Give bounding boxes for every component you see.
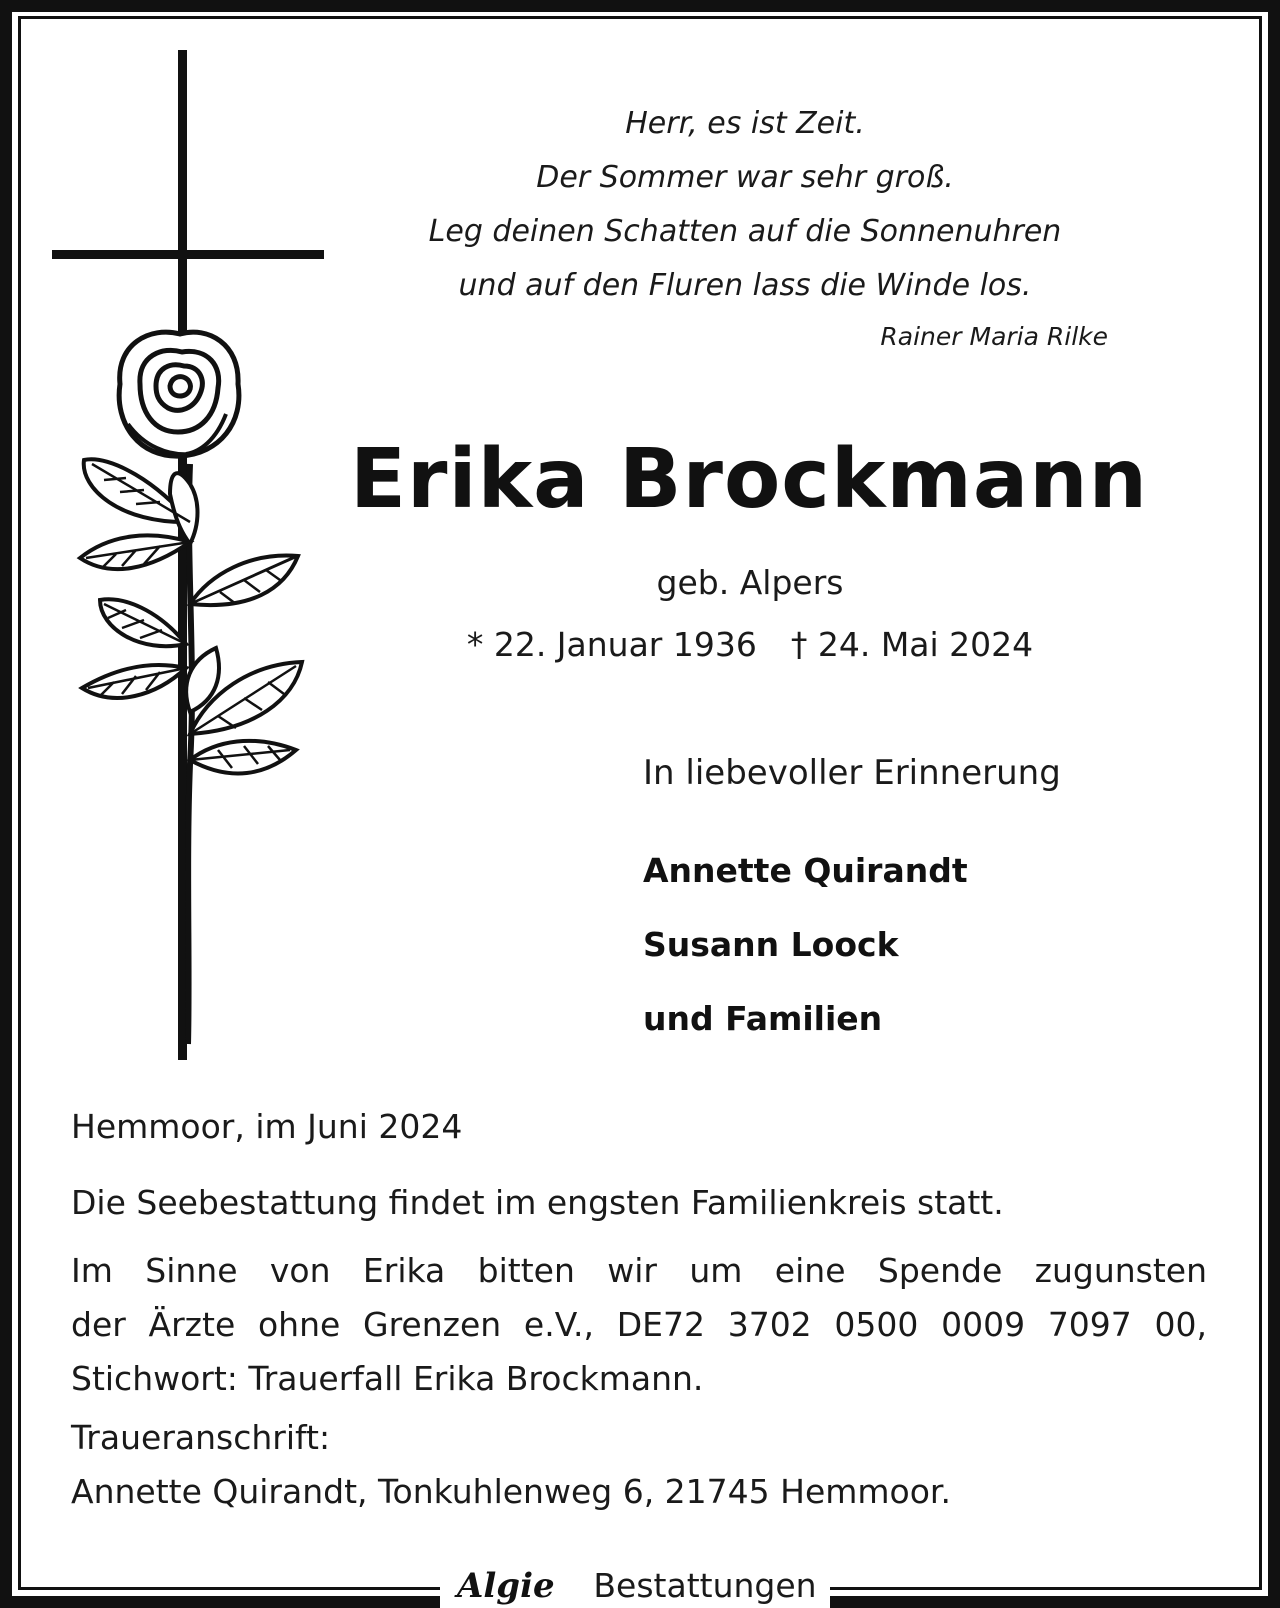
quote-line: Herr, es ist Zeit.	[625, 106, 865, 141]
mourner-name: Susann Loock	[643, 925, 899, 964]
life-dates	[430, 625, 1070, 664]
funeral-home-logo	[453, 1565, 583, 1605]
place-date: Hemmoor, im Juni 2024	[71, 1107, 463, 1146]
quote-line: Leg deinen Schatten auf die Sonnenuhren	[428, 214, 1062, 249]
quote-line: und auf den Fluren lass die Winde los.	[458, 268, 1032, 303]
mourner-list	[643, 834, 968, 1056]
burial-info: Die Seebestattung findet im engsten Familienkreis statt.	[71, 1183, 1004, 1222]
donation-line: der Ärzte ohne Grenzen e.V., DE72 3702 0500 0009 7097 00,	[71, 1305, 1207, 1344]
funeral-home-label: Bestattungen	[593, 1565, 817, 1605]
funeral-home-footer	[440, 1562, 830, 1608]
donation-request	[71, 1244, 1207, 1406]
deceased-name: Erika Brockmann	[350, 432, 1148, 527]
donation-line: Stichwort: Trauerfall Erika Brockmann.	[71, 1359, 704, 1398]
donation-line: Im Sinne von Erika bitten wir um eine Spende zugunsten	[71, 1251, 1207, 1290]
mourner-name: und Familien	[643, 999, 883, 1038]
birth-name: geb. Alpers	[656, 563, 844, 602]
logo-text: Algie	[457, 1566, 556, 1605]
cross-with-rose-icon	[40, 44, 340, 1064]
quote-line: Der Sommer war sehr groß.	[536, 160, 954, 195]
address-line: Annette Quirandt, Tonkuhlenweg 6, 21745 Hemmoor.	[71, 1472, 951, 1511]
quote-author: Rainer Maria Rilke	[880, 322, 1108, 351]
mourner-name: Annette Quirandt	[643, 851, 968, 890]
poem-quote	[360, 97, 1130, 313]
address-label: Traueranschrift:	[71, 1418, 331, 1457]
mourning-address	[71, 1411, 1207, 1519]
birth-date: * 22. Januar 1936	[466, 625, 757, 664]
memory-heading: In liebevoller Erinnerung	[643, 753, 1061, 793]
death-date: † 24. Mai 2024	[790, 625, 1034, 664]
